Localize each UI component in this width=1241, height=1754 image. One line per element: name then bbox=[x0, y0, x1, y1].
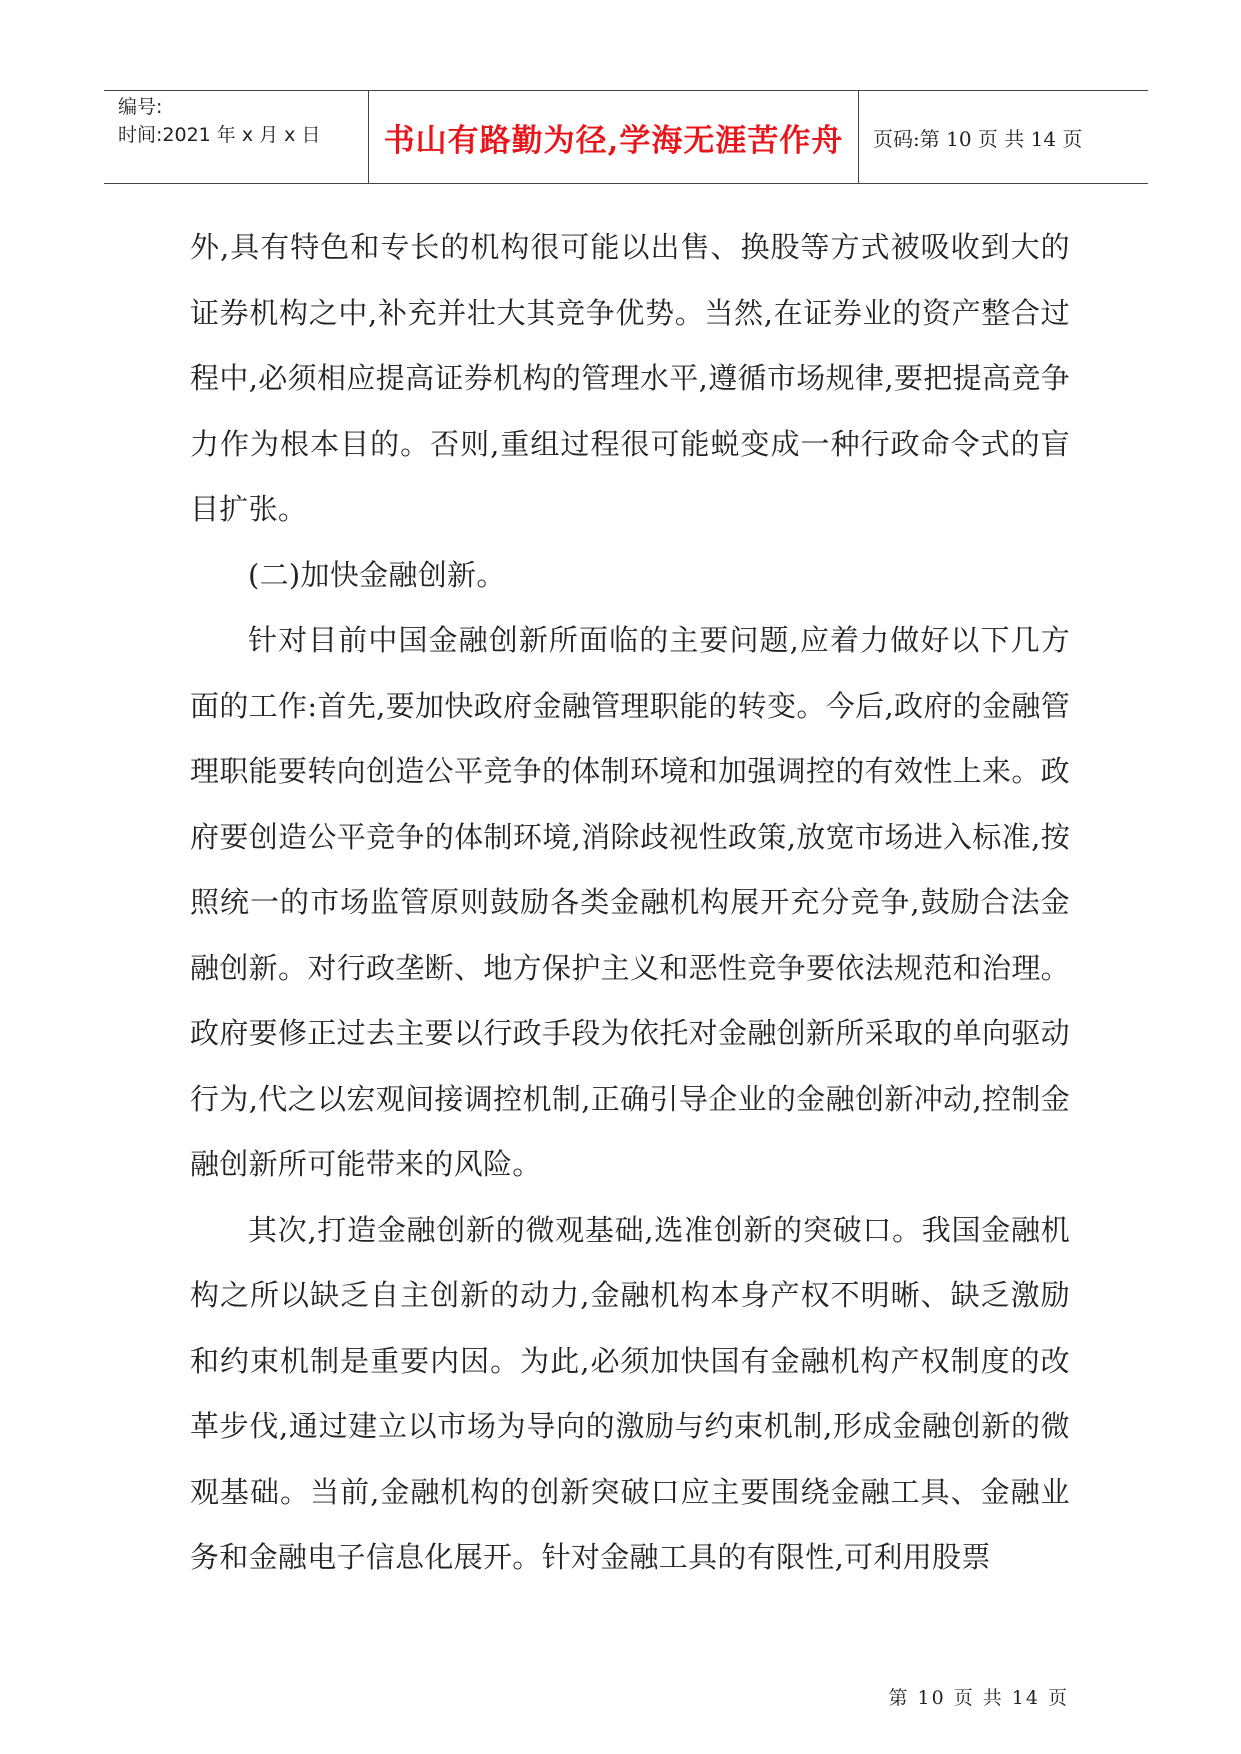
document-header bbox=[104, 90, 1148, 184]
page-footer: 第 10 页 共 14 页 bbox=[888, 1687, 1069, 1709]
paragraph: 外,具有特色和专长的机构很可能以出售、换股等方式被吸收到大的证券机构之中,补充并壮大其竞争优势。当然,在证券业的资产整合过程中,必须相应提高证券机构的管理水平,遵循市场规律,要把提高竞争力作为根本目的。否则,重组过程很可能蜕变成一种行政命令式的盲目扩张。 bbox=[190, 230, 1070, 526]
time-label: 时间:2021 年 x 月 x 日 bbox=[118, 124, 321, 146]
header-meta bbox=[104, 91, 369, 183]
header-page-label: 页码:第 10 页 共 14 页 bbox=[873, 126, 1083, 151]
section-heading: (二)加快金融创新。 bbox=[248, 557, 506, 592]
document-body bbox=[190, 215, 1070, 1591]
paragraph: 针对目前中国金融创新所面临的主要问题,应着力做好以下几方面的工作:首先,要加快政府金融管理职能的转变。今后,政府的金融管理职能要转向创造公平竞争的体制环境和加强调控的有效性上来。政府要创造公平竞争的体制环境,消除歧视性政策,放宽市场进入标准,按照统一的市场监管原则鼓励各类金融机构展开充分竞争,鼓励合法金融创新。对行政垄断、地方保护主义和恶性竞争要依法规范和治理。政府要修正过去主要以行政手段为依托对金融创新所采取的单向驱动行为,代之以宏观间接调控机制,正确引导企业的金融创新冲动,控制金融创新所可能带来的风险。 bbox=[190, 623, 1070, 1181]
header-motto: 书山有路勤为径,学海无涯苦作舟 bbox=[369, 91, 859, 183]
paragraph: 其次,打造金融创新的微观基础,选准创新的突破口。我国金融机构之所以缺乏自主创新的动力,金融机构本身产权不明晰、缺乏激励和约束机制是重要内因。为此,必须加快国有金融机构产权制度的改革步伐,通过建立以市场为导向的激励与约束机制,形成金融创新的微观基础。当前,金融机构的创新突破口应主要围绕金融工具、金融业务和金融电子信息化展开。针对金融工具的有限性,可利用股票 bbox=[190, 1212, 1070, 1574]
number-label: 编号: bbox=[118, 96, 163, 118]
